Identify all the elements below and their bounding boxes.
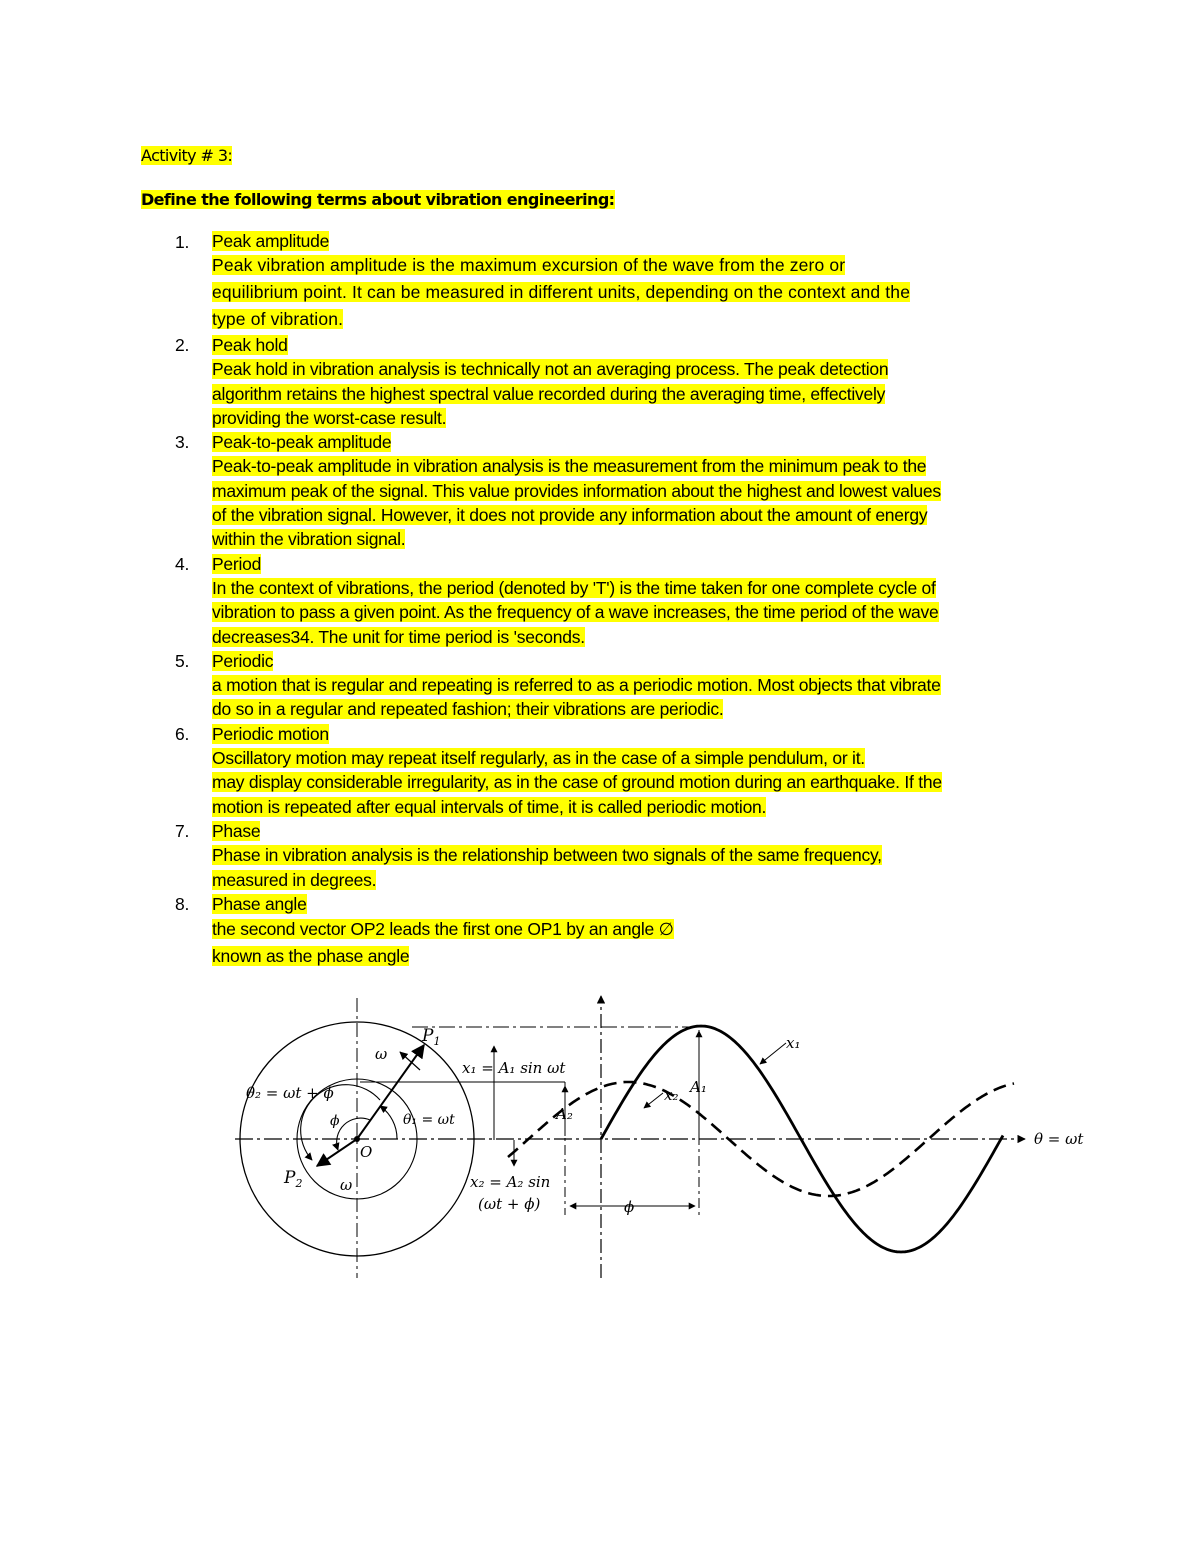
origin-dot: [354, 1136, 360, 1142]
definition-line: known as the phase angle: [212, 946, 410, 967]
term-label: Peak-to-peak amplitude: [212, 432, 392, 453]
label-a2: A₂: [556, 1105, 573, 1123]
definition-line: a motion that is regular and repeating is referred to as a periodic motion. Most objects that vibrate: [212, 675, 941, 696]
definition-line: decreases34. The unit for time period is 'seconds.: [212, 626, 585, 647]
list-item: [141, 230, 1081, 333]
definition-line: algorithm retains the highest spectral value recorded during the averaging time, effectively: [212, 383, 886, 404]
term-label: Periodic: [212, 650, 274, 671]
definition-line: measured in degrees.: [212, 869, 377, 890]
label-phi-small: ϕ: [330, 1113, 340, 1129]
term-label: Peak amplitude: [212, 231, 330, 251]
list-item: [141, 892, 1081, 969]
term-label: Periodic motion: [212, 723, 329, 744]
activity-title: Activity # 3:: [141, 146, 233, 165]
definition-line: Phase in vibration analysis is the relationship between two signals of the same frequency,: [212, 845, 882, 866]
label-x1: x₁: [786, 1034, 801, 1052]
label-theta1: θ₁ = ωt: [403, 1112, 455, 1128]
term-label: Phase angle: [212, 893, 307, 914]
label-phi: ϕ: [624, 1198, 635, 1216]
label-theta2: θ₂ = ωt + ϕ: [246, 1084, 334, 1102]
definition-line: type of vibration.: [212, 309, 344, 329]
item-number: 7.: [175, 820, 190, 841]
definition-line: may display considerable irregularity, as in the case of ground motion during an earthquake. If the: [212, 772, 942, 793]
definition-line: Peak hold in vibration analysis is technically not an averaging process. The peak detection: [212, 359, 889, 380]
label-x2-equation-line1: x₂ = A₂ sin: [470, 1173, 551, 1191]
list-item: [141, 722, 1081, 819]
definition-line: motion is repeated after equal intervals of time, it is called periodic motion.: [212, 796, 767, 817]
terms-list: [141, 230, 1081, 969]
list-item: [141, 819, 1081, 892]
definition-line: In the context of vibrations, the period (denoted by 'T') is the time taken for one complete cycle of: [212, 577, 936, 598]
label-a1: A₁: [690, 1078, 707, 1096]
definition-line: Oscillatory motion may repeat itself regularly, as in the case of a simple pendulum, or it.: [212, 748, 865, 769]
label-omega-bottom: ω: [340, 1176, 353, 1194]
definition-line: do so in a regular and repeated fashion; their vibrations are periodic.: [212, 699, 724, 720]
item-number: 1.: [175, 232, 190, 252]
label-origin: O: [360, 1143, 373, 1161]
list-item: [141, 649, 1081, 722]
theta1-arc: [380, 1106, 397, 1139]
list-item: [141, 430, 1081, 551]
definition-line: maximum peak of the signal. This value provides information about the highest and lowest values: [212, 480, 941, 501]
definition-line: Peak-to-peak amplitude in vibration analysis is the measurement from the minimum peak to the: [212, 456, 927, 477]
term-label: Peak hold: [212, 335, 288, 355]
list-item: [141, 333, 1081, 430]
definition-line: vibration to pass a given point. As the frequency of a wave increases, the time period of the wave: [212, 602, 939, 623]
x2-leader: [644, 1093, 663, 1108]
definition-line: equilibrium point. It can be measured in different units, depending on the context and the: [212, 282, 911, 302]
item-number: 3.: [175, 432, 190, 453]
definition-line: Peak vibration amplitude is the maximum excursion of the wave from the zero or: [212, 255, 846, 275]
instructions-heading: Define the following terms about vibration engineering:: [141, 190, 615, 209]
label-axis: θ = ωt: [1034, 1130, 1084, 1148]
list-item: [141, 552, 1081, 649]
label-x1-equation: x₁ = A₁ sin ωt: [462, 1059, 566, 1077]
label-x2-equation-line2: (ωt + ϕ): [478, 1195, 541, 1213]
definition-line: the second vector OP2 leads the first one OP1 by an angle ∅: [212, 919, 674, 940]
label-x2: x₂: [664, 1086, 679, 1104]
label-p1: $P_1$: [422, 1026, 441, 1048]
item-number: 2.: [175, 335, 190, 355]
item-number: 8.: [175, 893, 190, 914]
x1-leader: [760, 1043, 786, 1064]
phase-angle-diagram: [225, 990, 1095, 1280]
term-label: Phase: [212, 820, 261, 841]
label-omega-top: ω: [375, 1045, 388, 1063]
item-number: 5.: [175, 650, 190, 671]
term-label: Period: [212, 553, 262, 574]
label-p2: $P_2$: [284, 1168, 303, 1190]
item-number: 6.: [175, 723, 190, 744]
definition-line: of the vibration signal. However, it does not provide any information about the amount of energy: [212, 505, 928, 526]
definition-line: within the vibration signal.: [212, 529, 406, 550]
definition-line: providing the worst-case result.: [212, 407, 447, 428]
item-number: 4.: [175, 553, 190, 574]
